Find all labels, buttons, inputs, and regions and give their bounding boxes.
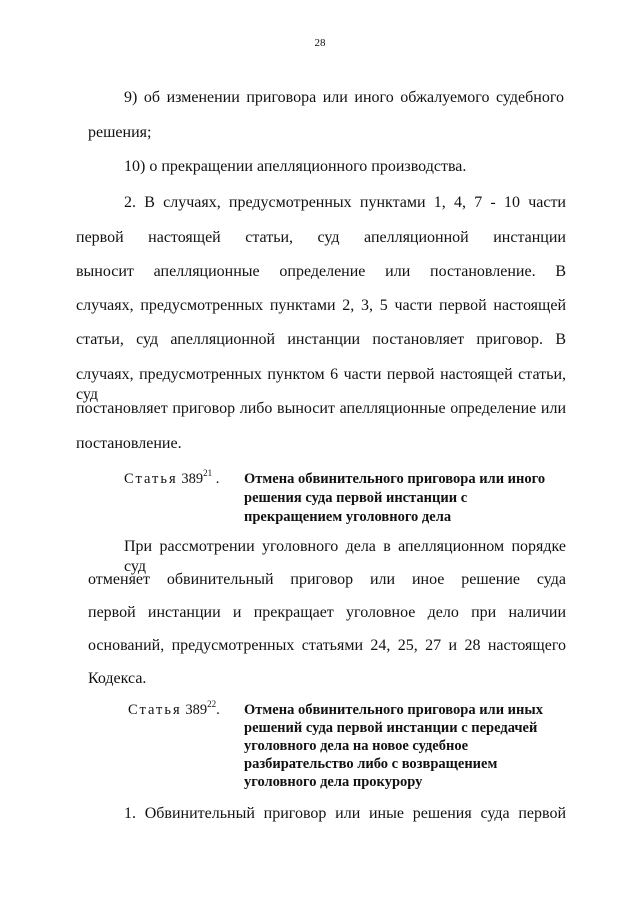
article-21-label [124,470,219,489]
article-22-number: 389 [185,702,208,718]
para2-line-8: постановление. [76,435,182,452]
item-9-line-2: решения; [88,124,152,141]
article-21-body-4: оснований, предусмотренных статьями 24, 25, 27 и 28 настоящего [88,637,566,654]
article-22-body-1: 1. Обвинительный приговор или иные решения суда первой [124,805,566,822]
article-22-sup: 22 [207,699,217,710]
article-22-title-2: решений суда первой инстанции с передачей [244,720,538,736]
article-21-body-5: Кодекса. [88,670,147,687]
article-21-body-2: отменяет обвинительный приговор или иное решение суда [88,571,566,588]
article-22-title-5: уголовного дела прокурору [244,774,423,790]
para2-line-6: случаях, предусмотренных пунктом 6 части первой настоящей статьи, суд [76,366,566,403]
para2-line-1: 2. В случаях, предусмотренных пунктами 1, 4, 7 - 10 части [124,194,566,211]
para2-line-3: выносит апелляционные определение или постановление. В [76,263,566,280]
article-21-sup: 21 [203,468,213,479]
article-22-word: Статья [128,702,182,718]
article-21-title-1: Отмена обвинительного приговора или иного [244,471,546,487]
article-21-body-1: При рассмотрении уголовного дела в апелляционном порядке суд [124,538,566,575]
article-21-dot: . [215,471,220,487]
article-22-label [128,701,220,720]
article-21-number: 389 [181,471,204,487]
para2-line-5: статьи, суд апелляционной инстанции постановляет приговор. В [76,331,566,348]
para2-line-7: постановляет приговор либо выносит апелляционные определение или [76,400,566,417]
item-9-line-1: 9) об изменении приговора или иного обжалуемого судебного [124,89,564,106]
article-22-title-3: уголовного дела на новое судебное [244,738,469,754]
article-21-title-3: прекращением уголовного дела [244,509,452,525]
article-21-body-3: первой инстанции и прекращает уголовное дело при наличии [88,604,566,621]
article-21-title-2: решения суда первой инстанции с [244,490,468,506]
para2-line-4: случаях, предусмотренных пунктами 2, 3, 5 части первой настоящей [76,297,566,314]
page-number: 28 [314,37,326,49]
article-22-title-1: Отмена обвинительного приговора или иных [244,702,543,718]
article-22-title-4: разбирательство либо с возвращением [244,756,498,772]
article-21-word: Статья [124,471,178,487]
para2-line-2: первой настоящей статьи, суд апелляционной инстанции [76,229,566,246]
article-22-dot: . [216,702,220,718]
item-10: 10) о прекращении апелляционного производства. [124,158,467,175]
